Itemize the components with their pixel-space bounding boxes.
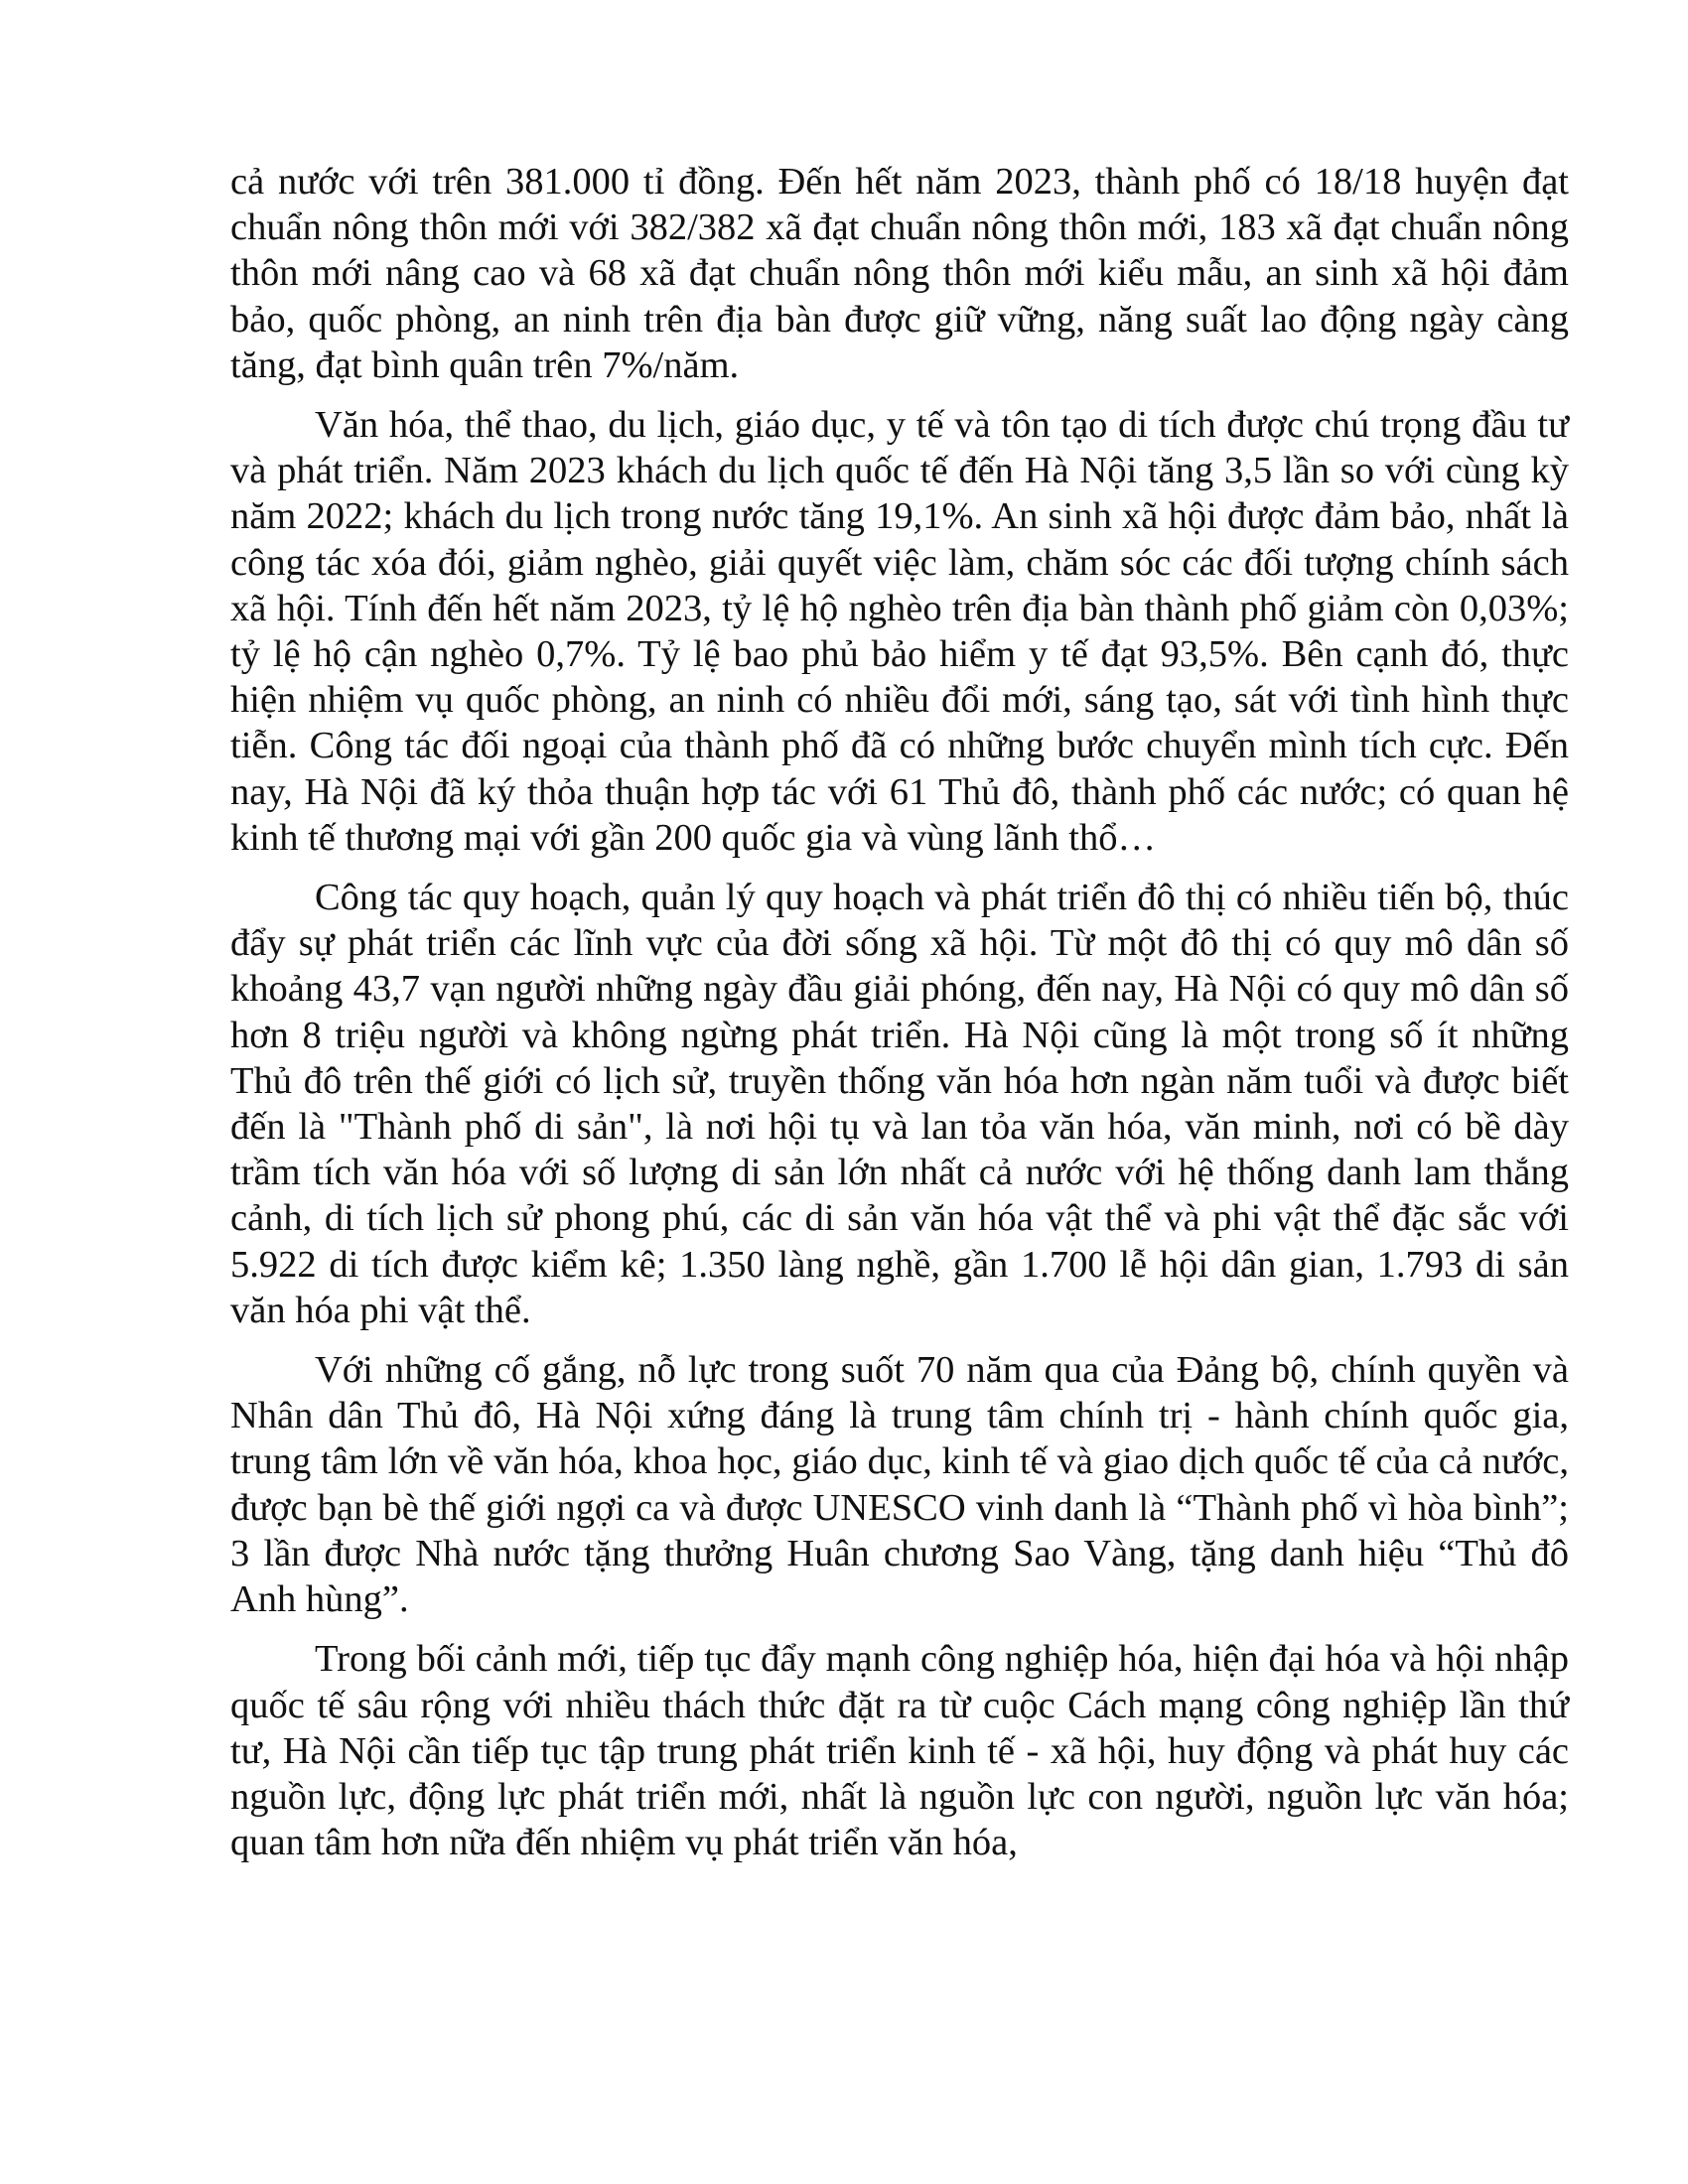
paragraph-culture-tourism: Văn hóa, thể thao, du lịch, giáo dục, y tế và tôn tạo di tích được chú trọng đầu tư và phát triển. Năm 2023 khách du lịch quốc tế đến Hà Nội tăng 3,5 lần so với cùng kỳ năm 2022; khách du lịch trong nước tăng 19,1%. An sinh xã hội được đảm bảo, nhất là công tác xóa đói, giảm nghèo, giải quyết việc làm, chăm sóc các đối tượng chính sách xã hội. Tính đến hết năm 2023, tỷ lệ hộ nghèo trên địa bàn thành phố giảm còn 0,03%; tỷ lệ hộ cận nghèo 0,7%. Tỷ lệ bao phủ bảo hiểm y tế đạt 93,5%. Bên cạnh đó, thực hiện nhiệm vụ quốc phòng, an ninh có nhiều đổi mới, sáng tạo, sát với tình hình thực tiễn. Công tác đối ngoại của thành phố đã có những bước chuyển mình tích cực. Đến nay, Hà Nội đã ký thỏa thuận hợp tác với 61 Thủ đô, thành phố các nước; có quan hệ kinh tế thương mại với gần 200 quốc gia và vùng lãnh thổ…: [230, 404, 1569, 859]
paragraph-new-context: Trong bối cảnh mới, tiếp tục đẩy mạnh công nghiệp hóa, hiện đại hóa và hội nhập quốc tế sâu rộng với nhiều thách thức đặt ra từ cuộc Cách mạng công nghiệp lần thứ tư, Hà Nội cần tiếp tục tập trung phát triển kinh tế - xã hội, huy động và phát huy các nguồn lực, động lực phát triển mới, nhất là nguồn lực con người, nguồn lực văn hóa; quan tâm hơn nữa đến nhiệm vụ phát triển văn hóa,: [230, 1638, 1569, 1864]
paragraph-achievements: Với những cố gắng, nỗ lực trong suốt 70 năm qua của Đảng bộ, chính quyền và Nhân dân Thủ đô, Hà Nội xứng đáng là trung tâm chính trị - hành chính quốc gia, trung tâm lớn về văn hóa, khoa học, giáo dục, kinh tế và giao dịch quốc tế của cả nước, được bạn bè thế giới ngợi ca và được UNESCO vinh danh là “Thành phố vì hòa bình”; 3 lần được Nhà nước tặng thưởng Huân chương Sao Vàng, tặng danh hiệu “Thủ đô Anh hùng”.: [230, 1349, 1569, 1621]
document-page: [230, 159, 1569, 1879]
paragraph-economy-continuation: cả nước với trên 381.000 tỉ đồng. Đến hết năm 2023, thành phố có 18/18 huyện đạt chuẩn nông thôn mới với 382/382 xã đạt chuẩn nông thôn mới, 183 xã đạt chuẩn nông thôn mới nâng cao và 68 xã đạt chuẩn nông thôn mới kiểu mẫu, an sinh xã hội đảm bảo, quốc phòng, an ninh trên địa bàn được giữ vững, năng suất lao động ngày càng tăng, đạt bình quân trên 7%/năm.: [230, 161, 1569, 386]
paragraph-urban-planning-heritage: Công tác quy hoạch, quản lý quy hoạch và phát triển đô thị có nhiều tiến bộ, thúc đẩy sự phát triển các lĩnh vực của đời sống xã hội. Từ một đô thị có quy mô dân số khoảng 43,7 vạn người những ngày đầu giải phóng, đến nay, Hà Nội có quy mô dân số hơn 8 triệu người và không ngừng phát triển. Hà Nội cũng là một trong số ít những Thủ đô trên thế giới có lịch sử, truyền thống văn hóa hơn ngàn năm tuổi và được biết đến là "Thành phố di sản", là nơi hội tụ và lan tỏa văn hóa, văn minh, nơi có bề dày trầm tích văn hóa với số lượng di sản lớn nhất cả nước với hệ thống danh lam thắng cảnh, di tích lịch sử phong phú, các di sản văn hóa vật thể và phi vật thể đặc sắc với 5.922 di tích được kiểm kê; 1.350 làng nghề, gần 1.700 lễ hội dân gian, 1.793 di sản văn hóa phi vật thể.: [230, 877, 1569, 1331]
